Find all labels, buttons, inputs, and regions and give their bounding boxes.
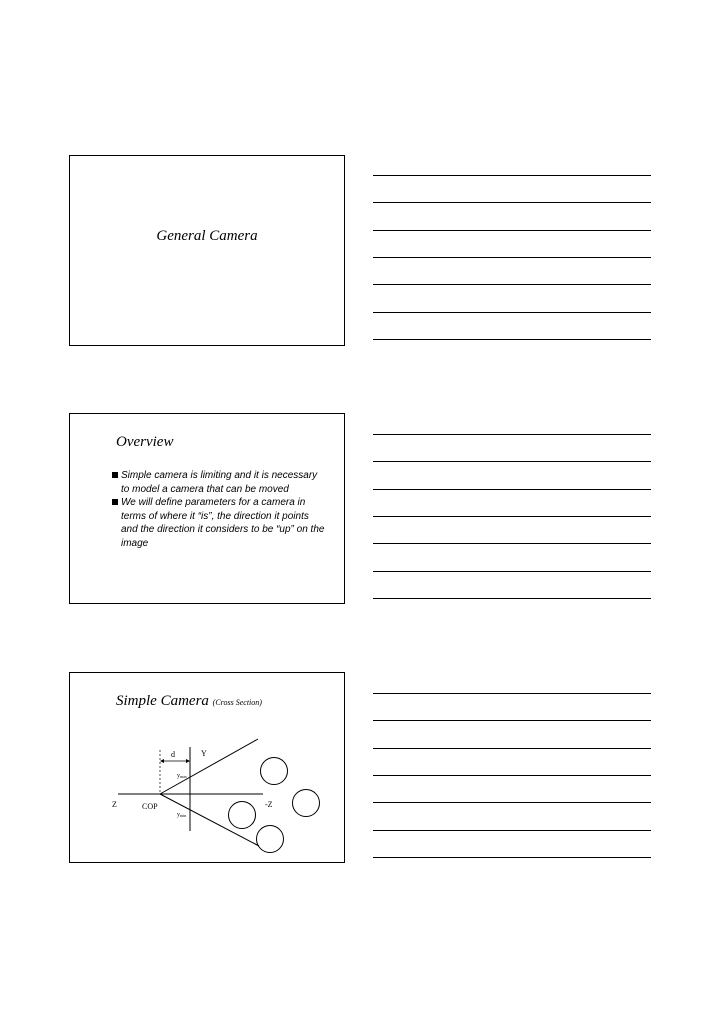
note-line: [373, 257, 651, 258]
note-line: [373, 857, 651, 858]
bullet-item: [112, 469, 327, 496]
object-circle-middle: [229, 802, 256, 829]
note-line: [373, 461, 651, 462]
note-line: [373, 339, 651, 340]
note-line: [373, 202, 651, 203]
note-line: [373, 720, 651, 721]
slide-3-subtitle: (Cross Section): [212, 698, 262, 707]
slide-2-title: Overview: [116, 434, 174, 450]
object-circle-right: [293, 790, 320, 817]
ymin-label: ymin: [177, 812, 187, 818]
y-axis-label: Y: [201, 749, 207, 758]
bullet-text: Simple camera is limiting and it is necessary to model a camera that can be moved: [121, 470, 318, 495]
note-line: [373, 543, 651, 544]
z-axis-label: Z: [112, 800, 117, 809]
note-line: [373, 516, 651, 517]
slide-2: [69, 413, 345, 604]
note-line: [373, 312, 651, 313]
frustum-upper-ray: [160, 739, 258, 794]
square-bullet-icon: [112, 472, 118, 478]
negative-z-axis-label: -Z: [265, 800, 273, 809]
note-line: [373, 830, 651, 831]
d-arrow-right-icon: [186, 759, 190, 763]
note-line: [373, 748, 651, 749]
slide-3-title-text: Simple Camera: [116, 693, 209, 709]
d-label: d: [171, 750, 175, 759]
note-line: [373, 802, 651, 803]
note-line: [373, 434, 651, 435]
bullet-text: We will define parameters for a camera in terms of where it “is”, the direction it points and the direction it considers to be “up” on the image: [121, 497, 325, 549]
note-line: [373, 571, 651, 572]
note-line: [373, 693, 651, 694]
object-circle-lower: [257, 826, 284, 853]
slide-1-title: General Camera: [156, 228, 258, 244]
ymax-label: ymax: [177, 773, 187, 779]
object-circle-upper: [261, 758, 288, 785]
bullet-list: [112, 469, 327, 550]
d-arrow-left-icon: [160, 759, 164, 763]
note-line: [373, 284, 651, 285]
note-line: [373, 230, 651, 231]
slide-1: [69, 155, 345, 346]
camera-cross-section-diagram: [70, 673, 346, 864]
note-line: [373, 775, 651, 776]
cop-label: COP: [142, 802, 158, 811]
slide-3: [69, 672, 345, 863]
square-bullet-icon: [112, 499, 118, 505]
note-line: [373, 598, 651, 599]
note-line: [373, 489, 651, 490]
bullet-item: [112, 496, 327, 550]
note-line: [373, 175, 651, 176]
